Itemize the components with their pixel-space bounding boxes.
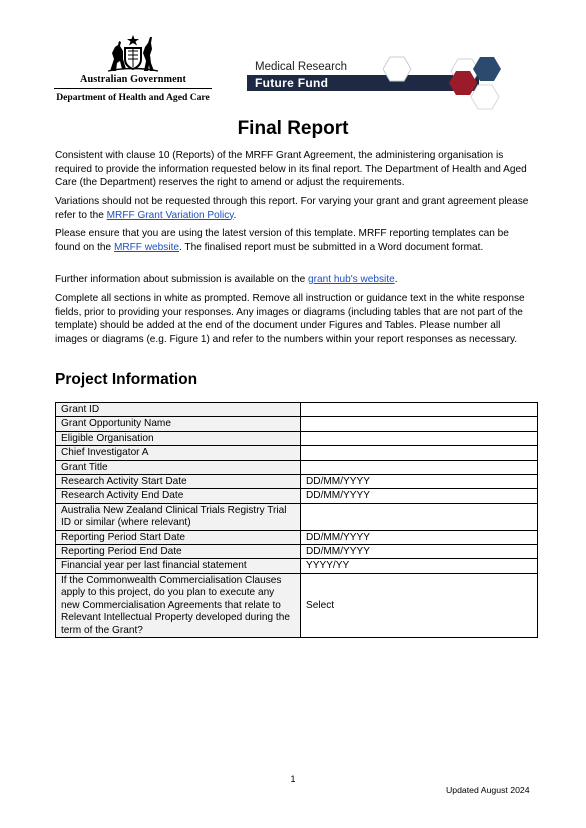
- government-name: Australian Government: [80, 74, 186, 85]
- hexagon-cluster-icon: [383, 55, 507, 115]
- page-number: 1: [290, 774, 296, 784]
- table-row: [56, 545, 538, 559]
- template-version-text-end: . The finalised report must be submitted in a Word document format.: [179, 241, 484, 253]
- variations-text: Variations should not be requested through this report. For varying your grant and grant agreement please refer to the: [55, 196, 529, 221]
- mrff-logo-line1: Medical Research: [255, 61, 348, 73]
- table-row: [56, 431, 538, 445]
- field-value-input[interactable]: DD/MM/YYYY: [301, 530, 538, 544]
- project-information-table: [55, 402, 538, 638]
- field-label: Grant Opportunity Name: [56, 417, 301, 431]
- field-value-input[interactable]: [301, 431, 538, 445]
- australian-government-logo: [54, 33, 212, 103]
- submission-text: Further information about submission is available on the: [55, 274, 309, 285]
- field-value-input[interactable]: DD/MM/YYYY: [301, 545, 538, 559]
- field-label: Chief Investigator A: [56, 446, 301, 460]
- table-row: [56, 403, 538, 417]
- field-label: Eligible Organisation: [56, 431, 301, 445]
- updated-date: Updated August 2024: [446, 785, 530, 795]
- instructions-paragraph: Complete all sections in white as prompted. Remove all instruction or guidance text in the white response fields, prior to providing your responses. Any images or diagrams (including tables that are not part of the template) should be added at the end of the document under Figures and Tables. Please number all images or diagrams (e.g. Figure 1) and refer to the numbers within your report responses as necessary.: [55, 293, 525, 345]
- table-row: [56, 530, 538, 544]
- table-row: [56, 559, 538, 573]
- field-label: Research Activity Start Date: [56, 475, 301, 489]
- grant-hub-website-link[interactable]: grant hub's website: [308, 274, 395, 285]
- section-heading-project-information: Project Information: [55, 371, 198, 388]
- coat-of-arms-icon: [104, 33, 162, 73]
- field-value-input[interactable]: [301, 403, 538, 417]
- submission-paragraph: [55, 273, 533, 287]
- field-label: Reporting Period End Date: [56, 545, 301, 559]
- department-name: Department of Health and Aged Care: [56, 92, 210, 103]
- field-label: Grant Title: [56, 460, 301, 474]
- field-value-input[interactable]: [301, 417, 538, 431]
- table-row: [56, 460, 538, 474]
- field-value-input[interactable]: YYYY/YY: [301, 559, 538, 573]
- page-title: Final Report: [237, 118, 349, 139]
- field-label: If the Commonwealth Commercialisation Clauses apply to this project, do you plan to execute any new Commercialisation Agreements that relate to Relevant Intellectual Property developed during the term of the Grant?: [56, 573, 301, 637]
- field-label: Australia New Zealand Clinical Trials Registry Trial ID or similar (where relevant): [56, 503, 301, 530]
- table-row: [56, 489, 538, 503]
- field-value-input[interactable]: DD/MM/YYYY: [301, 489, 538, 503]
- field-value-input[interactable]: Select: [301, 573, 538, 637]
- field-value-input[interactable]: [301, 503, 538, 530]
- intro-paragraph: Consistent with clause 10 (Reports) of the MRFF Grant Agreement, the administering organisation is required to provide the information requested below in its final report. The Department of Health and Aged Care (the Department) reserves the right to amend or adjust the requirements.: [55, 150, 527, 189]
- table-row: [56, 503, 538, 530]
- field-value-input[interactable]: DD/MM/YYYY: [301, 475, 538, 489]
- table-row: [56, 446, 538, 460]
- field-label: Grant ID: [56, 403, 301, 417]
- field-value-input[interactable]: [301, 446, 538, 460]
- mrff-logo: [247, 55, 507, 115]
- table-row: [56, 417, 538, 431]
- template-version-text: Please ensure that you are using the latest version of this template. MRFF reporting templates can be found on the: [55, 228, 509, 253]
- variations-text-end: .: [233, 209, 237, 221]
- field-value-input[interactable]: [301, 460, 538, 474]
- table-row: [56, 475, 538, 489]
- field-label: Financial year per last financial statement: [56, 559, 301, 573]
- mrff-grant-variation-policy-link[interactable]: MRFF Grant Variation Policy: [106, 209, 234, 221]
- mrff-website-link[interactable]: MRFF website: [113, 241, 179, 253]
- mrff-logo-line2: Future Fund: [255, 76, 329, 90]
- variations-paragraph: [55, 195, 533, 222]
- submission-text-end: .: [394, 274, 398, 285]
- field-label: Reporting Period Start Date: [56, 530, 301, 544]
- table-row: [56, 573, 538, 637]
- field-label: Research Activity End Date: [56, 489, 301, 503]
- template-version-paragraph: [55, 227, 533, 254]
- logo-divider: [54, 88, 212, 89]
